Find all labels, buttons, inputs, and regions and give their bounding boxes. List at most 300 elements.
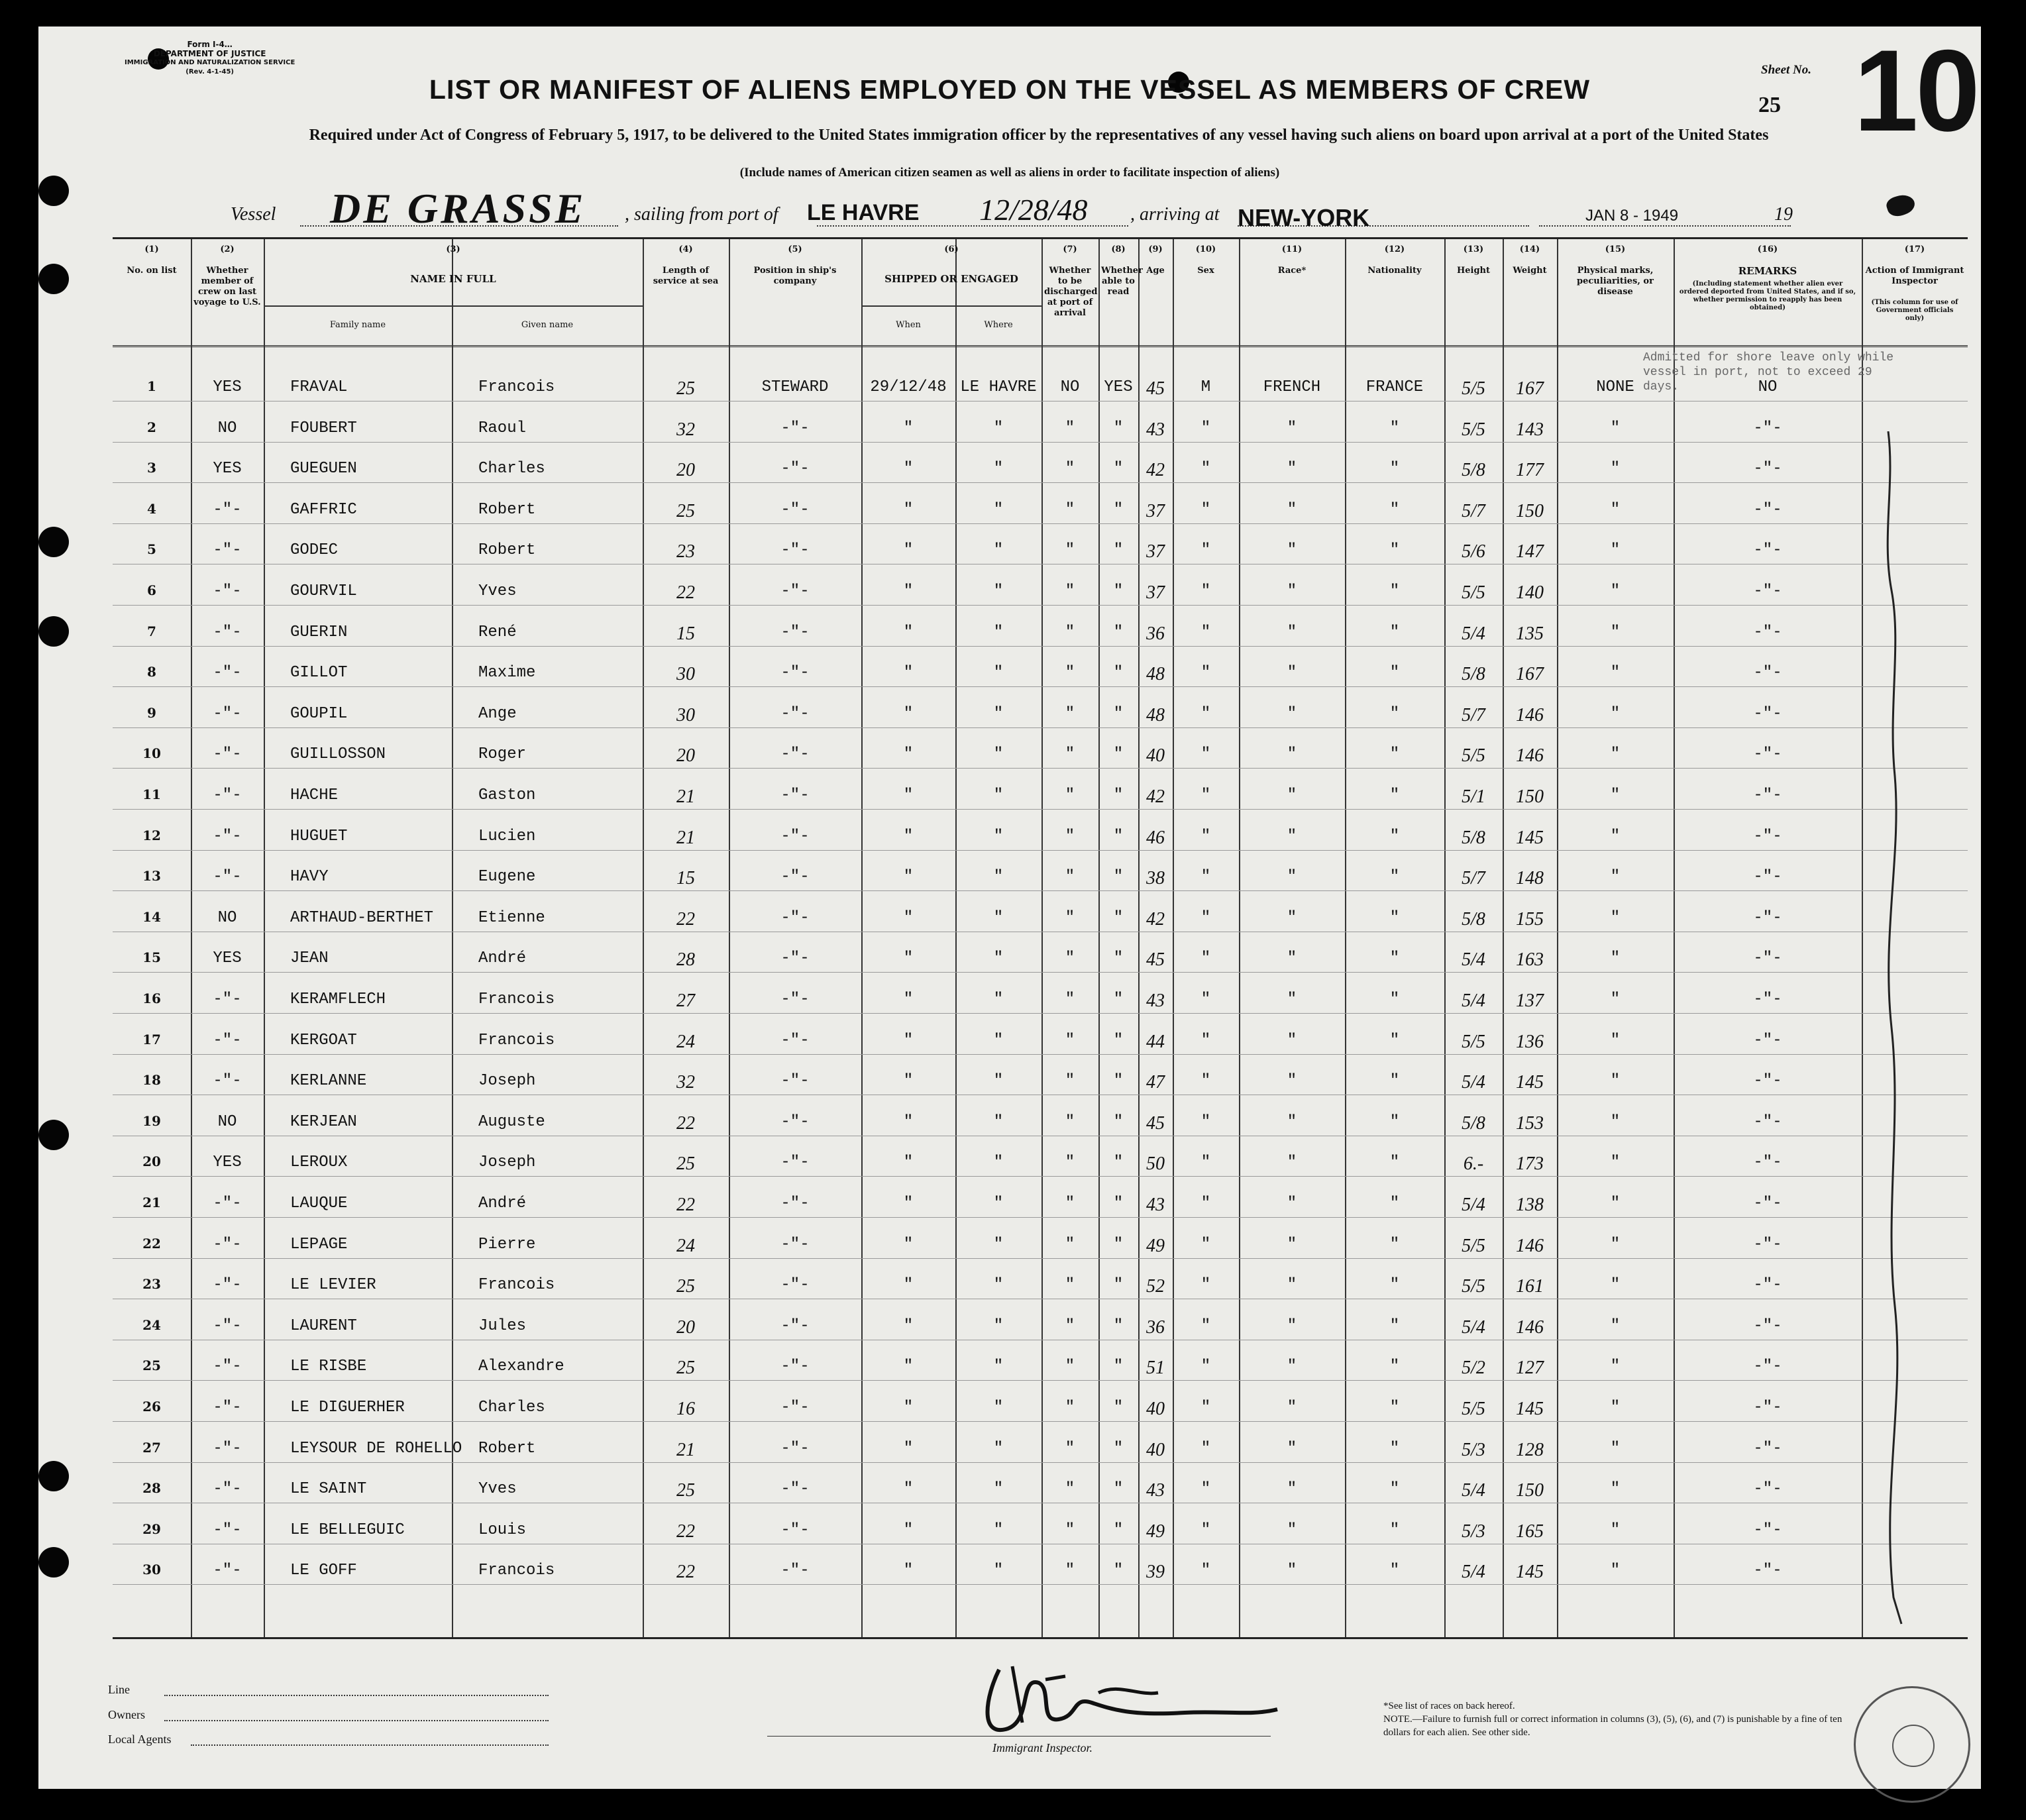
cell-disch: " [1065,1562,1075,1580]
cell-family: GUEGUEN [290,460,357,478]
cell-no: 15 [142,949,161,966]
cell-when: " [903,704,914,723]
cell-sex: " [1200,1195,1211,1212]
column-divider [452,239,453,1637]
cell-position: -"- [780,827,810,845]
cell-family: ARTHAUD-BERTHET [290,908,434,927]
cell-when: " [903,1316,914,1335]
cell-family: GOURVIL [290,582,357,600]
port-from: LE HAVRE [807,200,920,225]
cell-no: 29 [142,1521,161,1537]
cell-weight: 140 [1516,582,1544,603]
cell-height: 5/4 [1462,1072,1485,1093]
cell-when: " [903,1072,914,1091]
cell-height: 5/7 [1462,500,1485,521]
cell-where: " [993,786,1004,804]
cell-weight: 150 [1516,500,1544,521]
cell-family: LEPAGE [290,1235,348,1254]
cell-age: 44 [1146,1031,1165,1052]
cell-read: " [1113,949,1124,968]
cell-family: HUGUET [290,827,348,845]
cell-position: -"- [780,460,810,478]
cell-race: " [1287,1316,1297,1335]
cell-nat: " [1389,868,1400,886]
table-row [113,646,1968,647]
cell-height: 6.- [1463,1153,1484,1175]
cell-given: Robert [478,500,536,519]
cell-age: 37 [1146,541,1165,562]
cell-family: GOUPIL [290,704,348,723]
cell-service: 25 [676,1153,695,1175]
cell-when: " [903,1112,914,1131]
column-number: (10) [1195,244,1216,254]
cell-position: -"- [780,1439,810,1458]
cell-service: 22 [676,1562,695,1583]
cell-sex: " [1200,868,1211,886]
cell-given: Louis [478,1521,527,1539]
cell-age: 37 [1146,500,1165,521]
cell-height: 5/4 [1462,990,1485,1011]
cell-nat: " [1389,704,1400,723]
cell-marks: " [1610,745,1621,764]
cell-given: Alexandre [478,1358,564,1376]
cell-when: " [903,990,914,1008]
cell-disch: " [1065,1480,1075,1499]
cell-no: 21 [142,1195,161,1210]
cell-position: -"- [780,704,810,723]
sheet-number: 25 [1758,93,1781,117]
cell-height: 5/5 [1462,1031,1485,1052]
cell-position: -"- [780,1358,810,1376]
cell-prev: -"- [213,704,242,723]
cell-where: " [993,1112,1004,1131]
sheet-stamp: 10 [1854,27,1978,156]
cell-when: " [903,827,914,845]
cell-where: " [993,704,1004,723]
cell-prev: -"- [213,664,242,682]
cell-sex: " [1200,419,1211,437]
cell-disch: " [1065,908,1075,927]
cell-service: 22 [676,908,695,930]
cell-remarks: -"- [1753,868,1782,886]
cell-height: 5/7 [1462,704,1485,725]
line-dotline [164,1695,549,1696]
footer-note [1383,1699,1860,1739]
cell-read: " [1113,745,1124,764]
cell-family: LE BELLEGUIC [290,1521,405,1539]
cell-read: " [1113,1358,1124,1376]
cell-where: " [993,419,1004,437]
cell-family: JEAN [290,949,329,968]
cell-given: Raoul [478,419,527,437]
cell-nat: " [1389,1358,1400,1376]
cell-remarks: -"- [1753,908,1782,927]
inspector-label: Immigrant Inspector. [992,1741,1093,1754]
cell-when: " [903,1031,914,1049]
cell-race: " [1287,582,1297,600]
cell-race: " [1287,1031,1297,1049]
column-divider [1098,239,1100,1637]
date-dotline [1539,225,1791,227]
cell-service: 32 [676,1072,695,1093]
cell-family: KERJEAN [290,1112,357,1131]
column-divider [1173,239,1174,1637]
cell-when: " [903,419,914,437]
cell-prev: -"- [213,623,242,641]
binder-hole [38,616,69,647]
cell-no: 25 [142,1358,161,1374]
cell-height: 5/4 [1462,623,1485,644]
cell-height: 5/8 [1462,460,1485,481]
cell-when: " [903,582,914,600]
cell-marks: " [1610,623,1621,641]
cell-service: 22 [676,1521,695,1542]
cell-sex: " [1200,908,1211,927]
cell-service: 24 [676,1235,695,1256]
cell-given: Jules [478,1316,527,1335]
cell-prev: -"- [213,1521,242,1539]
cell-service: 32 [676,419,695,440]
subheader-divider [264,305,643,307]
cell-sex: M [1200,378,1211,396]
cell-race: " [1287,623,1297,641]
cell-no: 27 [142,1439,161,1456]
table-row [113,727,1968,728]
cell-family: LEYSOUR DE ROHELLO [290,1439,462,1458]
cell-marks: " [1610,990,1621,1008]
cell-marks: " [1610,1480,1621,1499]
column-header: Nationality [1367,266,1422,276]
cell-weight: 163 [1516,949,1544,971]
cell-where: " [993,745,1004,764]
cell-nat: " [1389,908,1400,927]
shore-leave-stamp: Admitted for shore leave only while vessel in port, not to exceed 29 days. [1643,351,1894,394]
cell-nat: " [1389,1316,1400,1335]
cell-race: " [1287,664,1297,682]
cell-weight: 146 [1516,745,1544,767]
seal-emblem [1892,1725,1935,1767]
cell-where: " [993,582,1004,600]
cell-sex: " [1200,1316,1211,1335]
cell-marks: " [1610,582,1621,600]
cell-remarks: -"- [1753,1276,1782,1295]
cell-service: 25 [676,1358,695,1379]
cell-service: 25 [676,1480,695,1501]
cell-marks: " [1610,1399,1621,1417]
cell-read: " [1113,1562,1124,1580]
cell-where: " [993,1276,1004,1295]
cell-service: 23 [676,541,695,562]
cell-marks: " [1610,541,1621,560]
cell-weight: 165 [1516,1521,1544,1542]
cell-given: Francois [478,1031,555,1049]
cell-position: -"- [780,990,810,1008]
cell-remarks: -"- [1753,541,1782,560]
cell-height: 5/5 [1462,745,1485,767]
column-subheader: Given name [521,320,574,330]
cell-age: 43 [1146,1195,1165,1215]
cell-age: 39 [1146,1562,1165,1583]
cell-prev: -"- [213,1276,242,1295]
cell-marks: " [1610,1562,1621,1580]
arrival-date: JAN 8 - 1949 [1585,207,1679,225]
cell-height: 5/1 [1462,786,1485,807]
cell-disch: " [1065,623,1075,641]
cell-nat: " [1389,1521,1400,1539]
cell-prev: -"- [213,1439,242,1458]
column-number: (9) [1148,244,1163,254]
cell-family: LEROUX [290,1153,348,1172]
cell-marks: " [1610,460,1621,478]
cell-remarks: -"- [1753,1521,1782,1539]
cell-no: 2 [147,419,156,435]
column-header: Height [1456,266,1491,276]
cell-read: " [1113,664,1124,682]
cell-position: -"- [780,1235,810,1254]
cell-given: Yves [478,1480,517,1499]
cell-weight: 147 [1516,541,1544,562]
column-subheader: Family name [329,320,386,330]
cell-where: " [993,1480,1004,1499]
cell-read: " [1113,1521,1124,1539]
cell-marks: " [1610,1521,1621,1539]
cell-where: " [993,1358,1004,1376]
cell-marks: " [1610,664,1621,682]
cell-read: " [1113,1031,1124,1049]
cell-age: 37 [1146,582,1165,603]
cell-weight: 138 [1516,1195,1544,1215]
cell-nat: " [1389,1153,1400,1172]
cell-marks: " [1610,827,1621,845]
cell-family: HAVY [290,868,329,886]
cell-given: Charles [478,1399,545,1417]
cell-age: 40 [1146,1439,1165,1460]
cell-age: 43 [1146,419,1165,440]
cell-nat: " [1389,1195,1400,1212]
cell-marks: " [1610,1439,1621,1458]
column-number: (6) [944,244,959,254]
cell-given: René [478,623,517,641]
column-header: Race* [1277,266,1306,276]
cell-service: 15 [676,868,695,889]
cell-sex: " [1200,1235,1211,1254]
cell-disch: " [1065,500,1075,519]
cell-remarks: -"- [1753,1112,1782,1131]
cell-no: 16 [142,990,161,1006]
cell-weight: 143 [1516,419,1544,440]
column-number: (3) [446,244,460,254]
column-number: (5) [788,244,802,254]
cell-sex: " [1200,541,1211,560]
cell-prev: -"- [213,745,242,764]
cell-no: 18 [142,1072,161,1089]
column-number: (1) [144,244,159,254]
cell-disch: " [1065,868,1075,886]
cell-read: " [1113,827,1124,845]
cell-sex: " [1200,460,1211,478]
cell-read: " [1113,1480,1124,1499]
cell-service: 27 [676,990,695,1011]
cell-remarks: -"- [1753,419,1782,437]
cell-service: 24 [676,1031,695,1052]
cell-disch: " [1065,704,1075,723]
cell-read: " [1113,582,1124,600]
cell-race: " [1287,990,1297,1008]
column-number: (11) [1281,244,1303,254]
cell-marks: NONE [1596,378,1634,396]
column-number: (14) [1519,244,1540,254]
cell-race: " [1287,1153,1297,1172]
table-row [113,605,1968,606]
cell-age: 42 [1146,908,1165,930]
sailing-label: , sailing from port of [625,204,778,225]
cell-read: " [1113,1072,1124,1091]
cell-service: 22 [676,1112,695,1134]
cell-no: 1 [147,378,156,394]
vessel-label: Vessel [231,204,276,225]
column-subheader: Where [984,320,1013,330]
cell-disch: " [1065,990,1075,1008]
cell-nat: " [1389,582,1400,600]
cell-marks: " [1610,704,1621,723]
cell-family: KERLANNE [290,1072,367,1091]
cell-height: 5/5 [1462,1235,1485,1256]
table-row [113,1462,1968,1463]
cell-position: -"- [780,1316,810,1335]
cell-where: " [993,500,1004,519]
cell-remarks: -"- [1753,827,1782,845]
manifest-sheet [38,27,1981,1789]
cell-family: LAURENT [290,1316,357,1335]
cell-weight: 146 [1516,1235,1544,1256]
cell-disch: " [1065,745,1075,764]
cell-remarks: -"- [1753,990,1782,1008]
cell-service: 15 [676,623,695,644]
cell-height: 5/5 [1462,1399,1485,1419]
cell-weight: 137 [1516,990,1544,1011]
cell-weight: 136 [1516,1031,1544,1052]
column-divider [1239,239,1240,1637]
cell-prev: YES [213,1153,242,1172]
cell-position: -"- [780,786,810,804]
cell-nat: " [1389,1276,1400,1295]
cell-service: 25 [676,378,695,399]
table-row [113,1217,1968,1218]
cell-race: " [1287,704,1297,723]
header-divider [113,345,1968,347]
cell-sex: " [1200,704,1211,723]
column-divider [1041,239,1043,1637]
cell-position: -"- [780,623,810,641]
cell-nat: " [1389,1399,1400,1417]
cell-prev: -"- [213,990,242,1008]
cell-nat: " [1389,949,1400,968]
cell-service: 30 [676,664,695,685]
cell-race: " [1287,1072,1297,1091]
table-row [113,809,1968,810]
cell-prev: -"- [213,1235,242,1254]
cell-when: " [903,1521,914,1539]
column-number: (8) [1111,244,1126,254]
cell-no: 13 [142,868,161,884]
cell-nat: " [1389,1480,1400,1499]
column-header: Whether member of crew on last voyage to U.S. [193,266,261,307]
form-department: DEPARTMENT OF JUSTICE [153,49,266,58]
cell-height: 5/3 [1462,1439,1485,1460]
cell-race: " [1287,827,1297,845]
cell-race: " [1287,541,1297,560]
cell-where: " [993,541,1004,560]
column-header: Whether to be discharged at port of arrival [1044,266,1098,318]
table-row [113,1258,1968,1259]
cell-prev: YES [213,949,242,968]
cell-family: LAUQUE [290,1195,348,1212]
cell-prev: -"- [213,500,242,519]
cell-age: 48 [1146,704,1165,725]
cell-weight: 127 [1516,1358,1544,1379]
cell-height: 5/4 [1462,1316,1485,1338]
cell-no: 8 [147,664,156,680]
cell-no: 10 [142,745,161,762]
cell-height: 5/5 [1462,419,1485,440]
cell-remarks: -"- [1753,664,1782,682]
cell-service: 30 [676,704,695,725]
cell-sex: " [1200,990,1211,1008]
table-row [113,850,1968,851]
cell-position: -"- [780,908,810,927]
sail-date-handwritten: 12/28/48 [979,193,1088,227]
cell-remarks: -"- [1753,1439,1782,1458]
cell-where: " [993,623,1004,641]
agents-label: Local Agents [108,1733,172,1746]
cell-nat: " [1389,1235,1400,1254]
cell-disch: " [1065,1358,1075,1376]
cell-weight: 167 [1516,664,1544,685]
cell-service: 21 [676,1439,695,1460]
binder-hole [38,527,69,557]
cell-race: " [1287,1112,1297,1131]
cell-no: 17 [142,1031,161,1047]
cell-sex: " [1200,1072,1211,1091]
cell-height: 5/4 [1462,1562,1485,1583]
cell-weight: 177 [1516,460,1544,481]
cell-where: " [993,460,1004,478]
cell-service: 25 [676,500,695,521]
cell-remarks: -"- [1753,623,1782,641]
cell-where: " [993,1072,1004,1091]
cell-no: 6 [147,582,156,598]
cell-remarks: NO [1758,378,1778,396]
table-row [113,1584,1968,1585]
cell-read: " [1113,623,1124,641]
cell-remarks: -"- [1753,1316,1782,1335]
cell-marks: " [1610,1276,1621,1295]
cell-when: " [903,786,914,804]
cell-weight: 145 [1516,827,1544,848]
column-header: Whether able to read [1101,266,1143,297]
cell-family: LE SAINT [290,1480,367,1499]
arriving-label: , arriving at [1130,204,1220,225]
cell-marks: " [1610,1358,1621,1376]
cell-race: " [1287,786,1297,804]
cell-position: -"- [780,1276,810,1295]
cell-family: GODEC [290,541,339,560]
column-number: (12) [1384,244,1405,254]
cell-where: " [993,1195,1004,1212]
cell-nat: " [1389,1439,1400,1458]
cell-disch: " [1065,1316,1075,1335]
cell-position: STEWARD [761,378,829,396]
